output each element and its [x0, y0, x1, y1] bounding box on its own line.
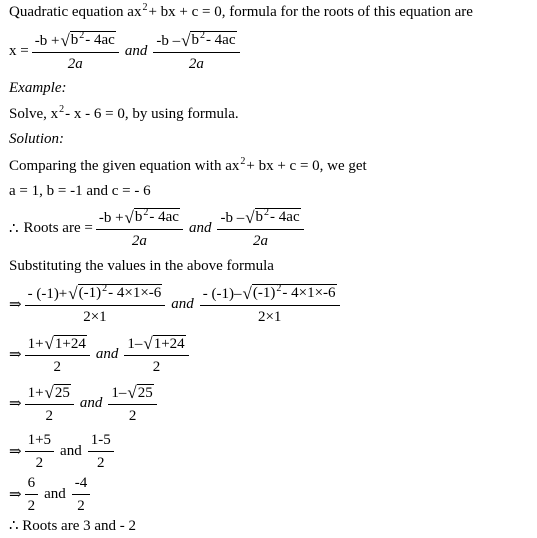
- implies-arrow: ⇒: [9, 396, 22, 412]
- roots-fraction-plus: -b + √ $b^2-$ 4ac 2a: [96, 206, 183, 250]
- sqrt-symbol: √ 1+24: [143, 334, 185, 353]
- step-5: [9, 474, 93, 515]
- step1-fraction-plus: - (-1)+ √ $(-1)^2-$ 4×1×-6 2×1: [25, 282, 166, 326]
- formula-fraction-minus: -b – √ $b^2-$ 4ac 2a: [153, 29, 239, 73]
- intro-line: [9, 2, 473, 24]
- sqrt-symbol: √ $(-1)^2-$ 4×1×-6: [68, 283, 162, 303]
- comparing-text: Comparing the given equation with $ax^2+$ bx + c = 0, we get: [9, 156, 367, 174]
- example-text: Solve, $x^2-$ x - 6 = 0, by using formula.: [9, 104, 239, 122]
- implies-arrow: ⇒: [9, 444, 22, 460]
- step2-fraction-plus: 1+ √ 1+24 2: [25, 333, 90, 376]
- step5-fraction-first: $\frac{6}{2}$: [25, 474, 39, 515]
- implies-arrow: ⇒: [9, 487, 22, 503]
- step-1: [9, 282, 343, 326]
- sqrt-symbol: √ $b^2-$ 4ac: [245, 207, 300, 227]
- and-word: and: [171, 295, 194, 312]
- step3-fraction-plus: 1+ √ 25 2: [25, 382, 74, 425]
- intro-text-rest: + bx + c = 0, formula for the roots of this equation are: [148, 4, 473, 20]
- step4-fraction-minus: $\frac{1-5}{2}$: [88, 431, 114, 472]
- sqrt-symbol: √ $(-1)^2-$ 4×1×-6: [242, 283, 336, 303]
- sqrt-symbol: √ $b^2-$ 4ac: [124, 207, 179, 227]
- and-word: and: [95, 346, 119, 362]
- example-heading: Example:: [9, 80, 67, 96]
- final-text: Roots are 3 and - 2: [22, 518, 137, 534]
- and-word: and: [124, 42, 148, 59]
- step1-fraction-minus: - (-1)– √ $(-1)^2-$ 4×1×-6 2×1: [200, 282, 340, 326]
- and-word: and: [60, 443, 82, 459]
- coefficients-text: a = 1, b = -1 and c = - 6: [9, 183, 151, 199]
- step-4: [9, 431, 117, 472]
- implies-arrow: ⇒: [9, 347, 22, 363]
- sqrt-symbol: √ $b^2-$ 4ac: [60, 30, 115, 50]
- general-formula: [9, 29, 243, 73]
- and-word: and: [188, 219, 212, 236]
- step3-fraction-minus: 1– √ 25 2: [108, 382, 156, 425]
- step4-fraction-plus: $\frac{1+5}{2}$: [25, 431, 54, 472]
- sqrt-symbol: √ 1+24: [44, 334, 86, 353]
- intro-superscript: 2: [142, 2, 148, 13]
- final-answer: [9, 516, 136, 536]
- substituting-text: Substituting the values in the above formula: [9, 258, 274, 274]
- roots-formula: [9, 206, 307, 250]
- intro-text: Quadratic equation ax: [9, 4, 142, 20]
- step-2: [9, 333, 192, 376]
- implies-arrow: ⇒: [9, 296, 22, 313]
- formula-lhs: x =: [9, 42, 29, 59]
- sqrt-symbol: √ 25: [44, 383, 70, 402]
- step-3: [9, 382, 160, 425]
- and-word: and: [79, 395, 103, 411]
- roots-label: Roots are =: [23, 219, 93, 236]
- formula-fraction-plus: -b + √ $b^2-$ 4ac 2a: [32, 29, 119, 73]
- sqrt-symbol: √ $b^2-$ 4ac: [181, 30, 236, 50]
- therefore-symbol: ∴: [9, 518, 19, 534]
- and-word: and: [44, 486, 66, 502]
- therefore-symbol: ∴: [9, 220, 19, 237]
- sqrt-symbol: √ 25: [127, 383, 153, 402]
- solution-heading: Solution:: [9, 131, 64, 147]
- step5-fraction-second: $\frac{-4}{2}$: [72, 474, 91, 515]
- step2-fraction-minus: 1– √ 1+24 2: [124, 333, 188, 376]
- roots-fraction-minus: -b – √ $b^2-$ 4ac 2a: [217, 206, 303, 250]
